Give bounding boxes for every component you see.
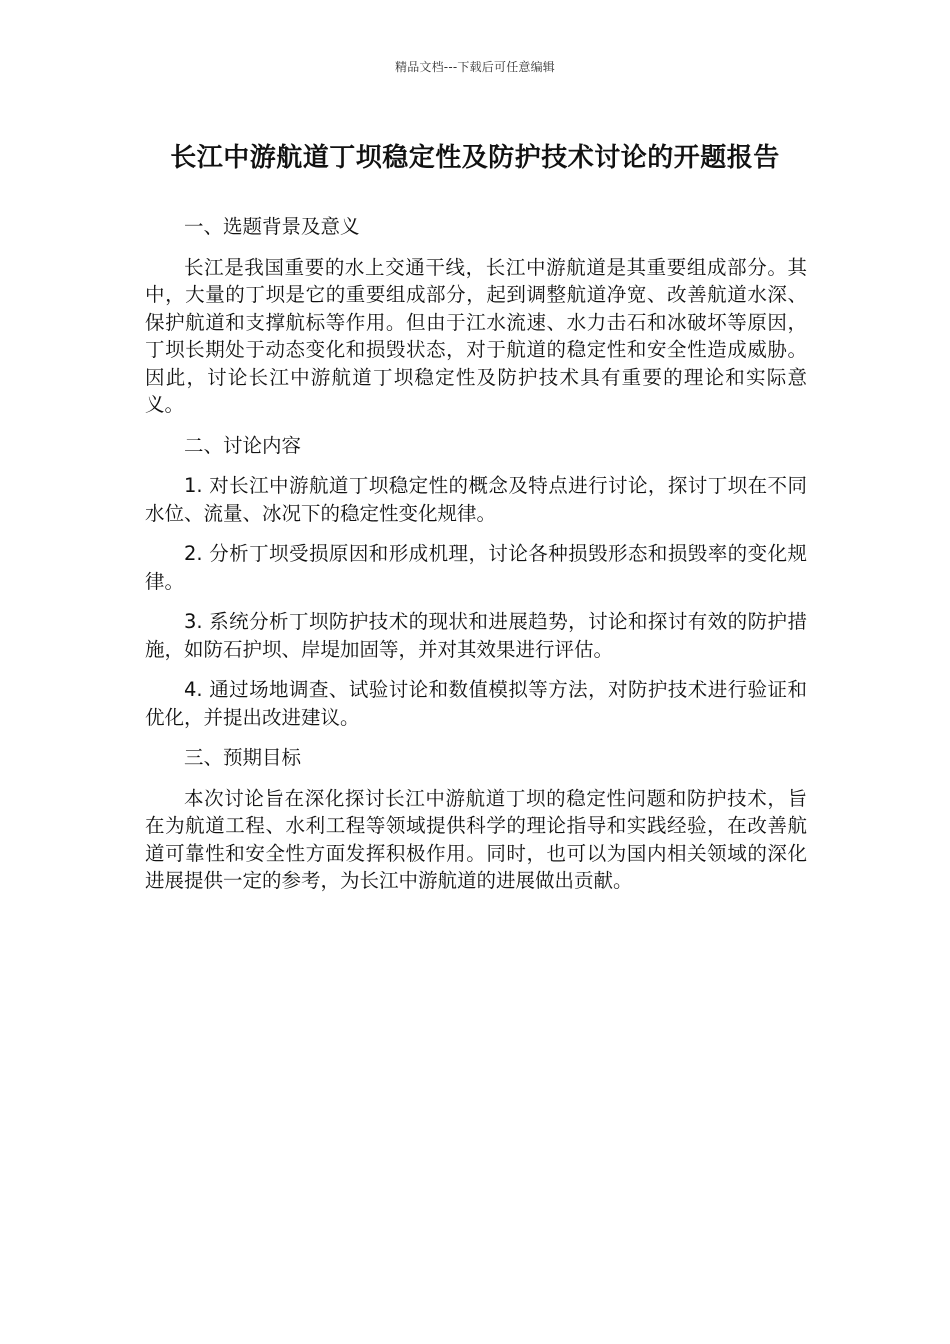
background-paragraph: 长江是我国重要的水上交通干线，长江中游航道是其重要组成部分。其中，大量的丁坝是它的重要组成部分，起到调整航道净宽、改善航道水深、保护航道和支撑航标等作用。但由于江水流速、水力击石和冰破坏等原因，丁坝长期处于动态变化和损毁状态，对于航道的稳定性和安全性造成威胁。因此，讨论长江中游航道丁坝稳定性及防护技术具有重要的理论和实际意义。: [145, 255, 807, 416]
document-body: [145, 213, 807, 908]
content-item-3: 3. 系统分析丁坝防护技术的现状和进展趋势，讨论和探讨有效的防护措施，如防石护坝、岸堤加固等，并对其效果进行评估。: [145, 610, 807, 661]
document-title: 长江中游航道丁坝稳定性及防护技术讨论的开题报告: [170, 143, 780, 173]
section-heading-goals: 三、预期目标: [184, 746, 302, 769]
content-item-1: 1. 对长江中游航道丁坝稳定性的概念及特点进行讨论，探讨丁坝在不同水位、流量、冰况下的稳定性变化规律。: [145, 474, 807, 525]
goals-paragraph: 本次讨论旨在深化探讨长江中游航道丁坝的稳定性问题和防护技术，旨在为航道工程、水利工程等领域提供科学的理论指导和实践经验，在改善航道可靠性和安全性方面发挥积极作用。同时，也可以为国内相关领域的深化进展提供一定的参考，为长江中游航道的进展做出贡献。: [145, 786, 807, 892]
section-heading-background: 一、选题背景及意义: [184, 215, 360, 238]
content-item-2: 2. 分析丁坝受损原因和形成机理，讨论各种损毁形态和损毁率的变化规律。: [145, 542, 807, 593]
header-note: 精品文档---下载后可任意编辑: [395, 60, 555, 74]
content-item-4: 4. 通过场地调查、试验讨论和数值模拟等方法，对防护技术进行验证和优化，并提出改进建议。: [145, 678, 807, 729]
section-heading-content: 二、讨论内容: [184, 433, 302, 457]
